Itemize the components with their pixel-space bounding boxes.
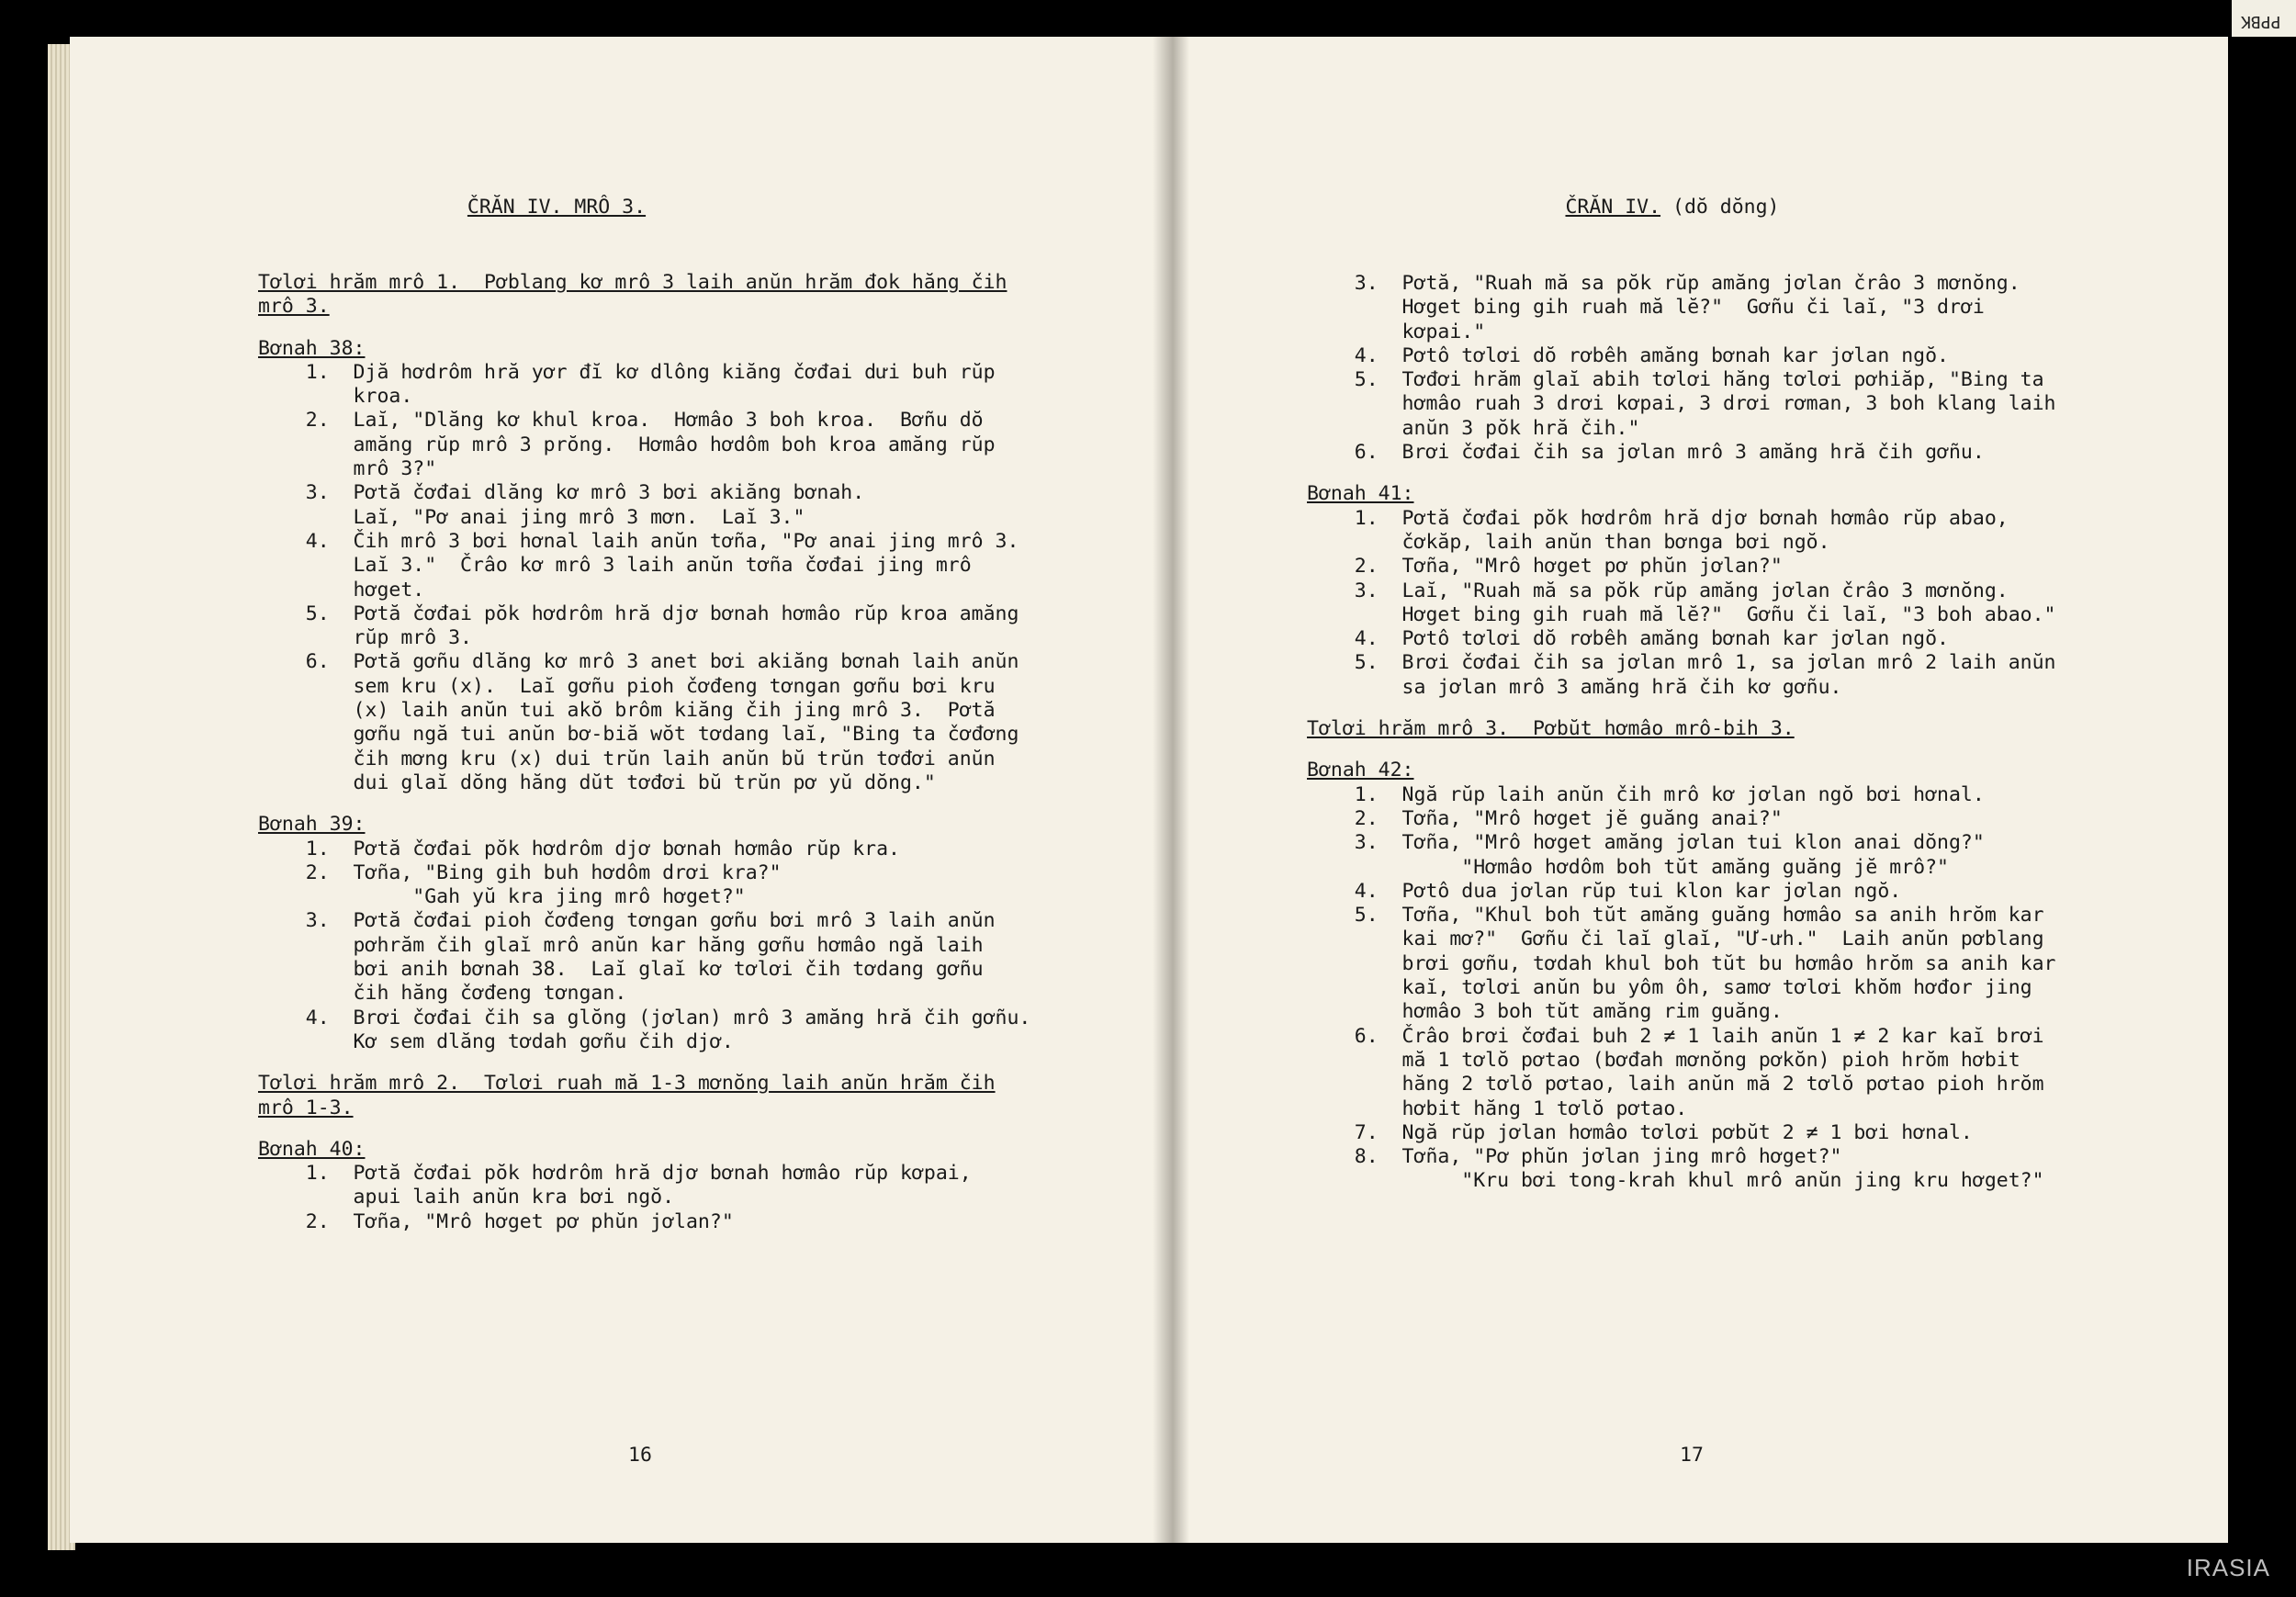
text-line <box>1307 507 2055 531</box>
line-text: Bơnah 41: <box>1307 482 1414 506</box>
text-line <box>258 909 1030 933</box>
line-text: Bơnah 40: <box>258 1137 366 1161</box>
section-heading-line <box>258 271 1030 295</box>
text-line <box>258 650 1030 674</box>
line-text: dui glaĭ dŏng hăng dŭt tơđơi bŭ trŭn pơ yŭ dŏng." <box>258 770 936 794</box>
line-text: anŭn 3 pŏk hră čih." <box>1307 416 1640 440</box>
text-line <box>1307 579 2055 603</box>
line-text: brơi gơñu, tơdah khul boh tŭt bu hơmâo hrŏm sa anih kar <box>1307 951 2056 975</box>
text-line <box>1307 1121 2055 1145</box>
line-text: "Kru bơi tong-krah khul mrô anŭn jing kru hơget?" <box>1307 1169 2044 1193</box>
text-line <box>1307 627 2055 651</box>
text-line <box>258 958 1030 982</box>
line-text: Tơlơi hrăm mrô 1. Pơblang kơ mrô 3 laih anŭn hrăm đok hăng čih <box>258 271 1007 294</box>
line-text: 3. Pơtă čơđai dlăng kơ mrô 3 bơi akiăng bơnah. <box>258 481 865 505</box>
text-line <box>258 554 1030 578</box>
text-line <box>1307 831 2055 855</box>
text-line <box>1307 344 2055 368</box>
text-line <box>258 934 1030 958</box>
line-text: hơget. <box>258 578 425 602</box>
right-page-heading <box>1172 196 2173 219</box>
text-line <box>258 457 1030 481</box>
text-line <box>1307 928 2055 951</box>
line-text: amăng rŭp mrô 3 prŏng. Hơmâo hơdôm boh kroa amăng rŭp <box>258 433 996 456</box>
text-line <box>1307 1000 2055 1024</box>
text-line <box>1307 417 2055 441</box>
line-text: 5. Tơđơi hrăm glaĭ abih tơlơi hăng tơlơi pơhiăp, "Bing ta <box>1307 368 2044 392</box>
line-text: mrô 3?" <box>258 457 437 481</box>
text-line <box>1307 1073 2055 1097</box>
text-line <box>258 385 1030 409</box>
blank-line <box>258 1054 1030 1072</box>
text-line <box>1307 783 2055 807</box>
text-line <box>258 602 1030 626</box>
line-text: 2. Tơña, "Mrô hơget pơ phŭn jơlan?" <box>258 1209 734 1233</box>
text-line <box>258 982 1030 1006</box>
line-text: kai mơ?" Gơñu či laĭ glaĭ, "Ư-ưh." Laih anŭn pơblang <box>1307 928 2044 951</box>
section-heading-line <box>258 337 1030 361</box>
line-text: sa jơlan mrô 3 amăng hră čih kơ gơñu. <box>1307 675 1842 699</box>
line-text: 4. Brơi čơđai čih sa glŏng (jơlan) mrô 3 amăng hră čih gơñu. <box>258 1006 1031 1029</box>
section-heading-line <box>258 1138 1030 1162</box>
line-text: 3. Pơtă, "Ruah mă sa pŏk rŭp amăng jơlan črâo 3 mơnŏng. <box>1307 272 2020 295</box>
text-line <box>1307 807 2055 831</box>
right-page <box>1172 37 2228 1543</box>
text-line <box>258 861 1030 885</box>
text-line <box>258 481 1030 505</box>
line-text: hơbit hăng 1 tơlŏ pơtao. <box>1307 1097 1688 1120</box>
line-text: "Gah yŭ kra jing mrô hơget?" <box>258 885 746 909</box>
line-text: 7. Ngă rŭp jơlan hơmâo tơlơi pơbŭt 2 ≠ 1 bơi hơnal. <box>1307 1120 1973 1144</box>
line-text: 2. Laĭ, "Dlăng kơ khul kroa. Hơmâo 3 boh kroa. Bơñu dŏ <box>258 409 984 433</box>
line-text: 5. Tơña, "Khul boh tŭt amăng guăng hơmâo sa anih hrŏm kar <box>1307 904 2044 928</box>
line-text: hơmâo 3 boh tŭt amăng rim guăng. <box>1307 1000 1783 1024</box>
section-heading-line <box>1307 759 2055 782</box>
text-line <box>1307 272 2055 296</box>
line-text: hăng 2 tơlŏ pơtao, laih anŭn mă 2 tơlŏ pơtao pioh hrŏm <box>1307 1073 2044 1097</box>
line-text: 8. Tơña, "Pơ phŭn jơlan jing mrô hơget?" <box>1307 1145 1842 1169</box>
line-text: 4. Pơtô tơlơi dŏ rơbêh amăng bơnah kar jơlan ngŏ. <box>1307 627 1949 651</box>
text-line <box>258 433 1030 457</box>
line-text: 4. Pơtô dua jơlan rŭp tui klon kar jơlan ngŏ. <box>1307 879 1902 903</box>
text-line <box>258 530 1030 554</box>
line-text: Tơlơi hrăm mrô 2. Tơlơi ruah mă 1-3 mơnŏng laih anŭn hrăm čih <box>258 1072 996 1096</box>
section-heading-line <box>1307 482 2055 506</box>
text-line <box>258 675 1030 699</box>
line-text: 2. Tơña, "Bing gih buh hơdôm drơi kra?" <box>258 860 782 884</box>
text-line <box>258 838 1030 861</box>
text-line <box>1307 555 2055 579</box>
line-text: Laĭ 3." Črâo kơ mrô 3 laih anŭn tơña čơđai jing mrô <box>258 554 972 578</box>
text-line <box>258 579 1030 602</box>
watermark: IRASIA <box>2186 1554 2270 1581</box>
line-text: 6. Pơtă gơñu dlăng kơ mrô 3 anet bơi akiăng bơnah laih anŭn <box>258 650 1019 674</box>
text-line <box>258 771 1030 795</box>
corner-mark: PPBK <box>2232 0 2296 37</box>
blank-line <box>1307 700 2055 717</box>
text-line <box>258 506 1030 530</box>
text-line <box>1307 952 2055 976</box>
line-text: 1. Pơtă čơđai pŏk hơdrôm djơ bơnah hơmâo rŭp kra. <box>258 837 900 860</box>
blank-line <box>258 320 1030 337</box>
line-text: 3. Pơtă čơđai pioh čơđeng tơngan gơñu bơi mrô 3 laih anŭn <box>258 909 996 933</box>
left-heading-text: ČRĂN IV. MRÔ 3. <box>467 196 647 219</box>
right-heading-text: ČRĂN IV. <box>1565 196 1661 219</box>
line-text: kroa. <box>258 385 413 409</box>
line-text: 3. Tơña, "Mrô hơget amăng jơlan tui klon anai dŏng?" <box>1307 831 1985 855</box>
line-text: mă 1 tơlŏ pơtao (bơđah mơnŏng pơkŏn) pioh hrŏm hơbit <box>1307 1048 2020 1072</box>
line-text: 4. Pơtô tơlơi dŏ rơbêh amăng bơnah kar jơlan ngŏ. <box>1307 343 1949 367</box>
line-text: Laĭ, "Pơ anai jing mrô 3 mơn. Laĭ 3." <box>258 505 805 529</box>
text-line <box>258 409 1030 433</box>
line-text: (x) laih anŭn tui akŏ brôm kiăng čih jing mrô 3. Pơtă <box>258 699 996 723</box>
text-line <box>258 885 1030 909</box>
text-line <box>1307 676 2055 700</box>
line-text: 2. Tơña, "Mrô hơget jĕ guăng anai?" <box>1307 806 1783 830</box>
text-line <box>1307 904 2055 928</box>
line-text: 1. Ngă rŭp laih anŭn čih mrô kơ jơlan ngŏ bơi hơnal. <box>1307 782 1985 806</box>
line-text: kaĭ, tơlơi anŭn bu yôm ôh, samơ tơlơi khŏm hơđor jing <box>1307 976 2032 1000</box>
line-text: pơhrăm čih glaĭ mrô anŭn kar hăng gơñu hơmâo ngă laih <box>258 933 984 957</box>
line-text: kơpai." <box>1307 320 1486 343</box>
line-text: bơi anih bơnah 38. Laĭ glaĭ kơ tơlơi čih tơdang gơñu <box>258 958 984 982</box>
text-line <box>1307 976 2055 1000</box>
left-text-column <box>258 271 1030 1234</box>
line-text: rŭp mrô 3. <box>258 626 472 650</box>
line-text: gơñu ngă tui anŭn bơ-biă wŏt tơdang laĭ, "Bing ta čơđơng <box>258 723 1019 747</box>
text-line <box>258 748 1030 771</box>
text-line <box>1307 1169 2055 1193</box>
text-line <box>258 1030 1030 1054</box>
text-line <box>258 626 1030 650</box>
line-text: čơkăp, laih anŭn than bơnga bơi ngŏ. <box>1307 530 1830 554</box>
blank-line <box>258 1120 1030 1138</box>
text-line <box>258 1162 1030 1186</box>
line-text: 5. Brơi čơđai čih sa jơlan mrô 1, sa jơlan mrô 2 laih anŭn <box>1307 651 2056 675</box>
line-text: 6. Brơi čơđai čih sa jơlan mrô 3 amăng hră čih gơñu. <box>1307 441 1985 465</box>
right-page-number: 17 <box>1680 1444 1704 1467</box>
text-line <box>1307 531 2055 555</box>
line-text: Hơget bing gih ruah mă lĕ?" Gơñu či laĭ, "3 drơi <box>1307 296 1985 320</box>
text-line <box>258 1007 1030 1030</box>
book-gutter-shadow <box>1153 37 1189 1543</box>
line-text: 3. Laĭ, "Ruah mă sa pŏk rŭp amăng jơlan črâo 3 mơnŏng. <box>1307 579 2009 602</box>
text-line <box>1307 296 2055 320</box>
line-text: 2. Tơña, "Mrô hơget pơ phŭn jơlan?" <box>1307 555 1783 579</box>
line-text: sem kru (x). Laĭ gơñu pioh čơđeng tơngan gơñu bơi kru <box>258 674 996 698</box>
left-page-heading <box>70 196 1043 219</box>
section-heading-line <box>258 813 1030 837</box>
line-text: Bơnah 38: <box>258 336 366 360</box>
text-line <box>1307 1049 2055 1073</box>
section-heading-line <box>258 1097 1030 1120</box>
text-line <box>1307 321 2055 344</box>
line-text: 1. Pơtă čơđai pŏk hơdrôm hră djơ bơnah hơmâo rŭp kơpai, <box>258 1162 972 1186</box>
line-text: 5. Pơtă čơđai pŏk hơdrôm hră djơ bơnah hơmâo rŭp kroa amăng <box>258 602 1019 625</box>
section-heading-line <box>258 1072 1030 1096</box>
line-text: 6. Črâo brơi čơđai buh 2 ≠ 1 laih anŭn 1 ≠ 2 kar kaĭ brơi <box>1307 1024 2044 1048</box>
blank-line <box>258 795 1030 813</box>
line-text: čih mơng kru (x) dui trŭn laih anŭn bŭ trŭn tơđơi anŭn <box>258 747 996 770</box>
left-page-number: 16 <box>628 1444 652 1467</box>
text-line <box>258 1210 1030 1234</box>
line-text: Bơnah 39: <box>258 813 366 837</box>
line-text: "Hơmâo hơdôm boh tŭt amăng guăng jĕ mrô?" <box>1307 855 1949 879</box>
text-line <box>258 699 1030 723</box>
text-line <box>258 1186 1030 1209</box>
text-line <box>258 361 1030 385</box>
line-text: 4. Čih mrô 3 bơi hơnal laih anŭn tơña, "Pơ anai jing mrô 3. <box>258 529 1019 553</box>
line-text: čih hăng čơđeng tơngan. <box>258 982 627 1006</box>
right-text-column <box>1307 272 2055 1194</box>
section-heading-line <box>258 295 1030 319</box>
text-line <box>258 723 1030 747</box>
blank-line <box>1307 465 2055 482</box>
section-heading-line <box>1307 717 2055 741</box>
line-text: Kơ sem dlăng tơdah gơñu čih djơ. <box>258 1029 734 1053</box>
text-line <box>1307 441 2055 465</box>
line-text: hơmâo ruah 3 drơi kơpai, 3 drơi rơman, 3 boh klang laih <box>1307 392 2056 416</box>
text-line <box>1307 880 2055 904</box>
text-line <box>1307 856 2055 880</box>
text-line <box>1307 1097 2055 1121</box>
right-heading-suffix: (dŏ dŏng) <box>1672 196 1780 219</box>
left-page <box>70 37 1172 1543</box>
text-line <box>1307 603 2055 627</box>
text-line <box>1307 368 2055 392</box>
line-text: Bơnah 42: <box>1307 759 1414 782</box>
line-text: Tơlơi hrăm mrô 3. Pơbŭt hơmâo mrô-bih 3. <box>1307 717 1795 741</box>
line-text: mrô 3. <box>258 295 330 319</box>
text-line <box>1307 1145 2055 1169</box>
line-text: Hơget bing gih ruah mă lĕ?" Gơñu či laĭ, "3 boh abao." <box>1307 602 2056 626</box>
line-text: apui laih anŭn kra bơi ngŏ. <box>258 1186 675 1209</box>
line-text: 1. Djă hơdrôm hră yơr đĭ kơ dlông kiăng čơđai dưi buh rŭp <box>258 360 996 384</box>
line-text: 1. Pơtă čơđai pŏk hơdrôm hră djơ bơnah hơmâo rŭp abao, <box>1307 506 2009 530</box>
line-text: mrô 1-3. <box>258 1096 354 1119</box>
text-line <box>1307 1025 2055 1049</box>
text-line <box>1307 392 2055 416</box>
blank-line <box>1307 741 2055 759</box>
text-line <box>1307 651 2055 675</box>
